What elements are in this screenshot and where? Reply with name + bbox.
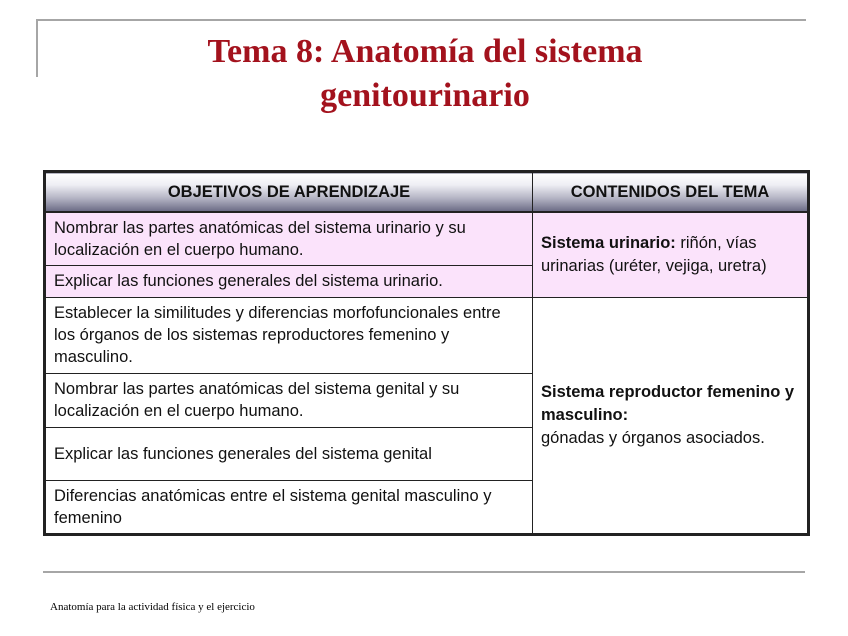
objective-cell: Diferencias anatómicas entre el sistema genital masculino y femenino (45, 480, 533, 534)
urinary-content-cell (533, 212, 809, 297)
header-objectives: OBJETIVOS DE APRENDIZAJE (45, 172, 533, 213)
repro-label: Sistema reproductor femenino y masculino: (541, 382, 795, 424)
urinary-label: Sistema urinario: (541, 233, 676, 252)
objective-cell: Explicar las funciones generales del sistema genital (45, 427, 533, 480)
table-row (45, 212, 809, 265)
objective-cell: Nombrar las partes anatómicas del sistema urinario y su localización en el cuerpo humano. (45, 212, 533, 265)
top-divider (36, 19, 806, 21)
repro-text: gónadas y órganos asociados. (541, 428, 765, 447)
slide-title (70, 30, 780, 118)
table-header-row (45, 172, 809, 213)
reproductive-content-cell (533, 297, 809, 534)
objective-cell: Establecer la similitudes y diferencias morfofuncionales entre los órganos de los sistemas reproductores femenino y masculino. (45, 297, 533, 373)
table-row (45, 297, 809, 373)
objective-cell: Explicar las funciones generales del sistema urinario. (45, 265, 533, 297)
objective-cell: Nombrar las partes anatómicas del sistema genital y su localización en el cuerpo humano. (45, 373, 533, 427)
objectives-table (43, 170, 810, 536)
footer-text: Anatomía para la actividad física y el ejercicio (50, 601, 255, 613)
header-contents: CONTENIDOS DEL TEMA (533, 172, 809, 213)
left-divider (36, 19, 38, 77)
title-line-2: genitourinario (320, 77, 530, 114)
title-line-1: Tema 8: Anatomía del sistema (207, 33, 643, 70)
bottom-divider (43, 571, 805, 573)
urinary-text: riñón, vías urinarias (uréter, vejiga, uretra) (541, 233, 767, 275)
